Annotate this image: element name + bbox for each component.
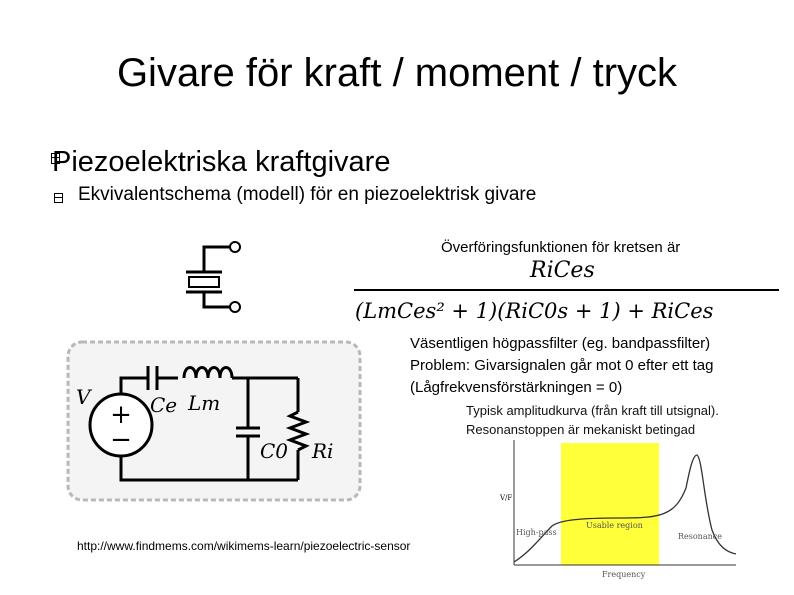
transfer-numerator: RiCes bbox=[530, 258, 595, 283]
minus-sign: − bbox=[110, 425, 132, 455]
equivalent-circuit bbox=[66, 340, 362, 502]
note-1: Väsentligen högpassfilter (eg. bandpassfilter) bbox=[410, 335, 711, 352]
main-bullet: Piezoelektriska kraftgivare bbox=[52, 146, 391, 178]
usable-region bbox=[561, 443, 659, 565]
highpass-label: High-pass bbox=[516, 528, 557, 537]
slide-title: Givare för kraft / moment / tryck bbox=[116, 51, 678, 95]
plot-caption-2: Resonanstoppen är mekaniskt betingad bbox=[466, 422, 696, 437]
plus-sign: + bbox=[110, 400, 132, 430]
note-3: (Lågfrekvensförstärkningen = 0) bbox=[410, 379, 623, 396]
sub-bullet: Ekvivalentschema (modell) för en piezoelektrisk givare bbox=[78, 184, 537, 205]
plot-caption-1: Typisk amplitudkurva (från kraft till utsignal). bbox=[466, 403, 719, 418]
c0-label: C0 bbox=[260, 439, 289, 463]
sub-bullet-box-icon bbox=[54, 193, 63, 203]
transfer-intro: Överföringsfunktionen för kretsen är bbox=[441, 239, 681, 256]
source-label: V bbox=[76, 385, 91, 409]
y-axis-label: V/F bbox=[500, 494, 513, 502]
ri-label: Ri bbox=[312, 439, 334, 463]
x-axis-label: Frequency bbox=[602, 570, 646, 579]
lm-label: Lm bbox=[188, 391, 221, 415]
usable-region-label: Usable region bbox=[586, 521, 643, 530]
note-2: Problem: Givarsignalen går mot 0 efter ett tag bbox=[410, 357, 714, 374]
resonance-label: Resonance bbox=[678, 532, 722, 541]
piezo-symbol-icon bbox=[170, 228, 250, 318]
ce-label: Ce bbox=[150, 393, 178, 417]
source-link[interactable]: http://www.findmems.com/wikimems-learn/piezoelectric-sensor bbox=[77, 539, 411, 553]
transfer-denominator: (LmCes² + 1)(RiC0s + 1) + RiCes bbox=[355, 299, 714, 323]
fraction-bar bbox=[354, 289, 779, 291]
amplitude-plot bbox=[490, 440, 740, 585]
